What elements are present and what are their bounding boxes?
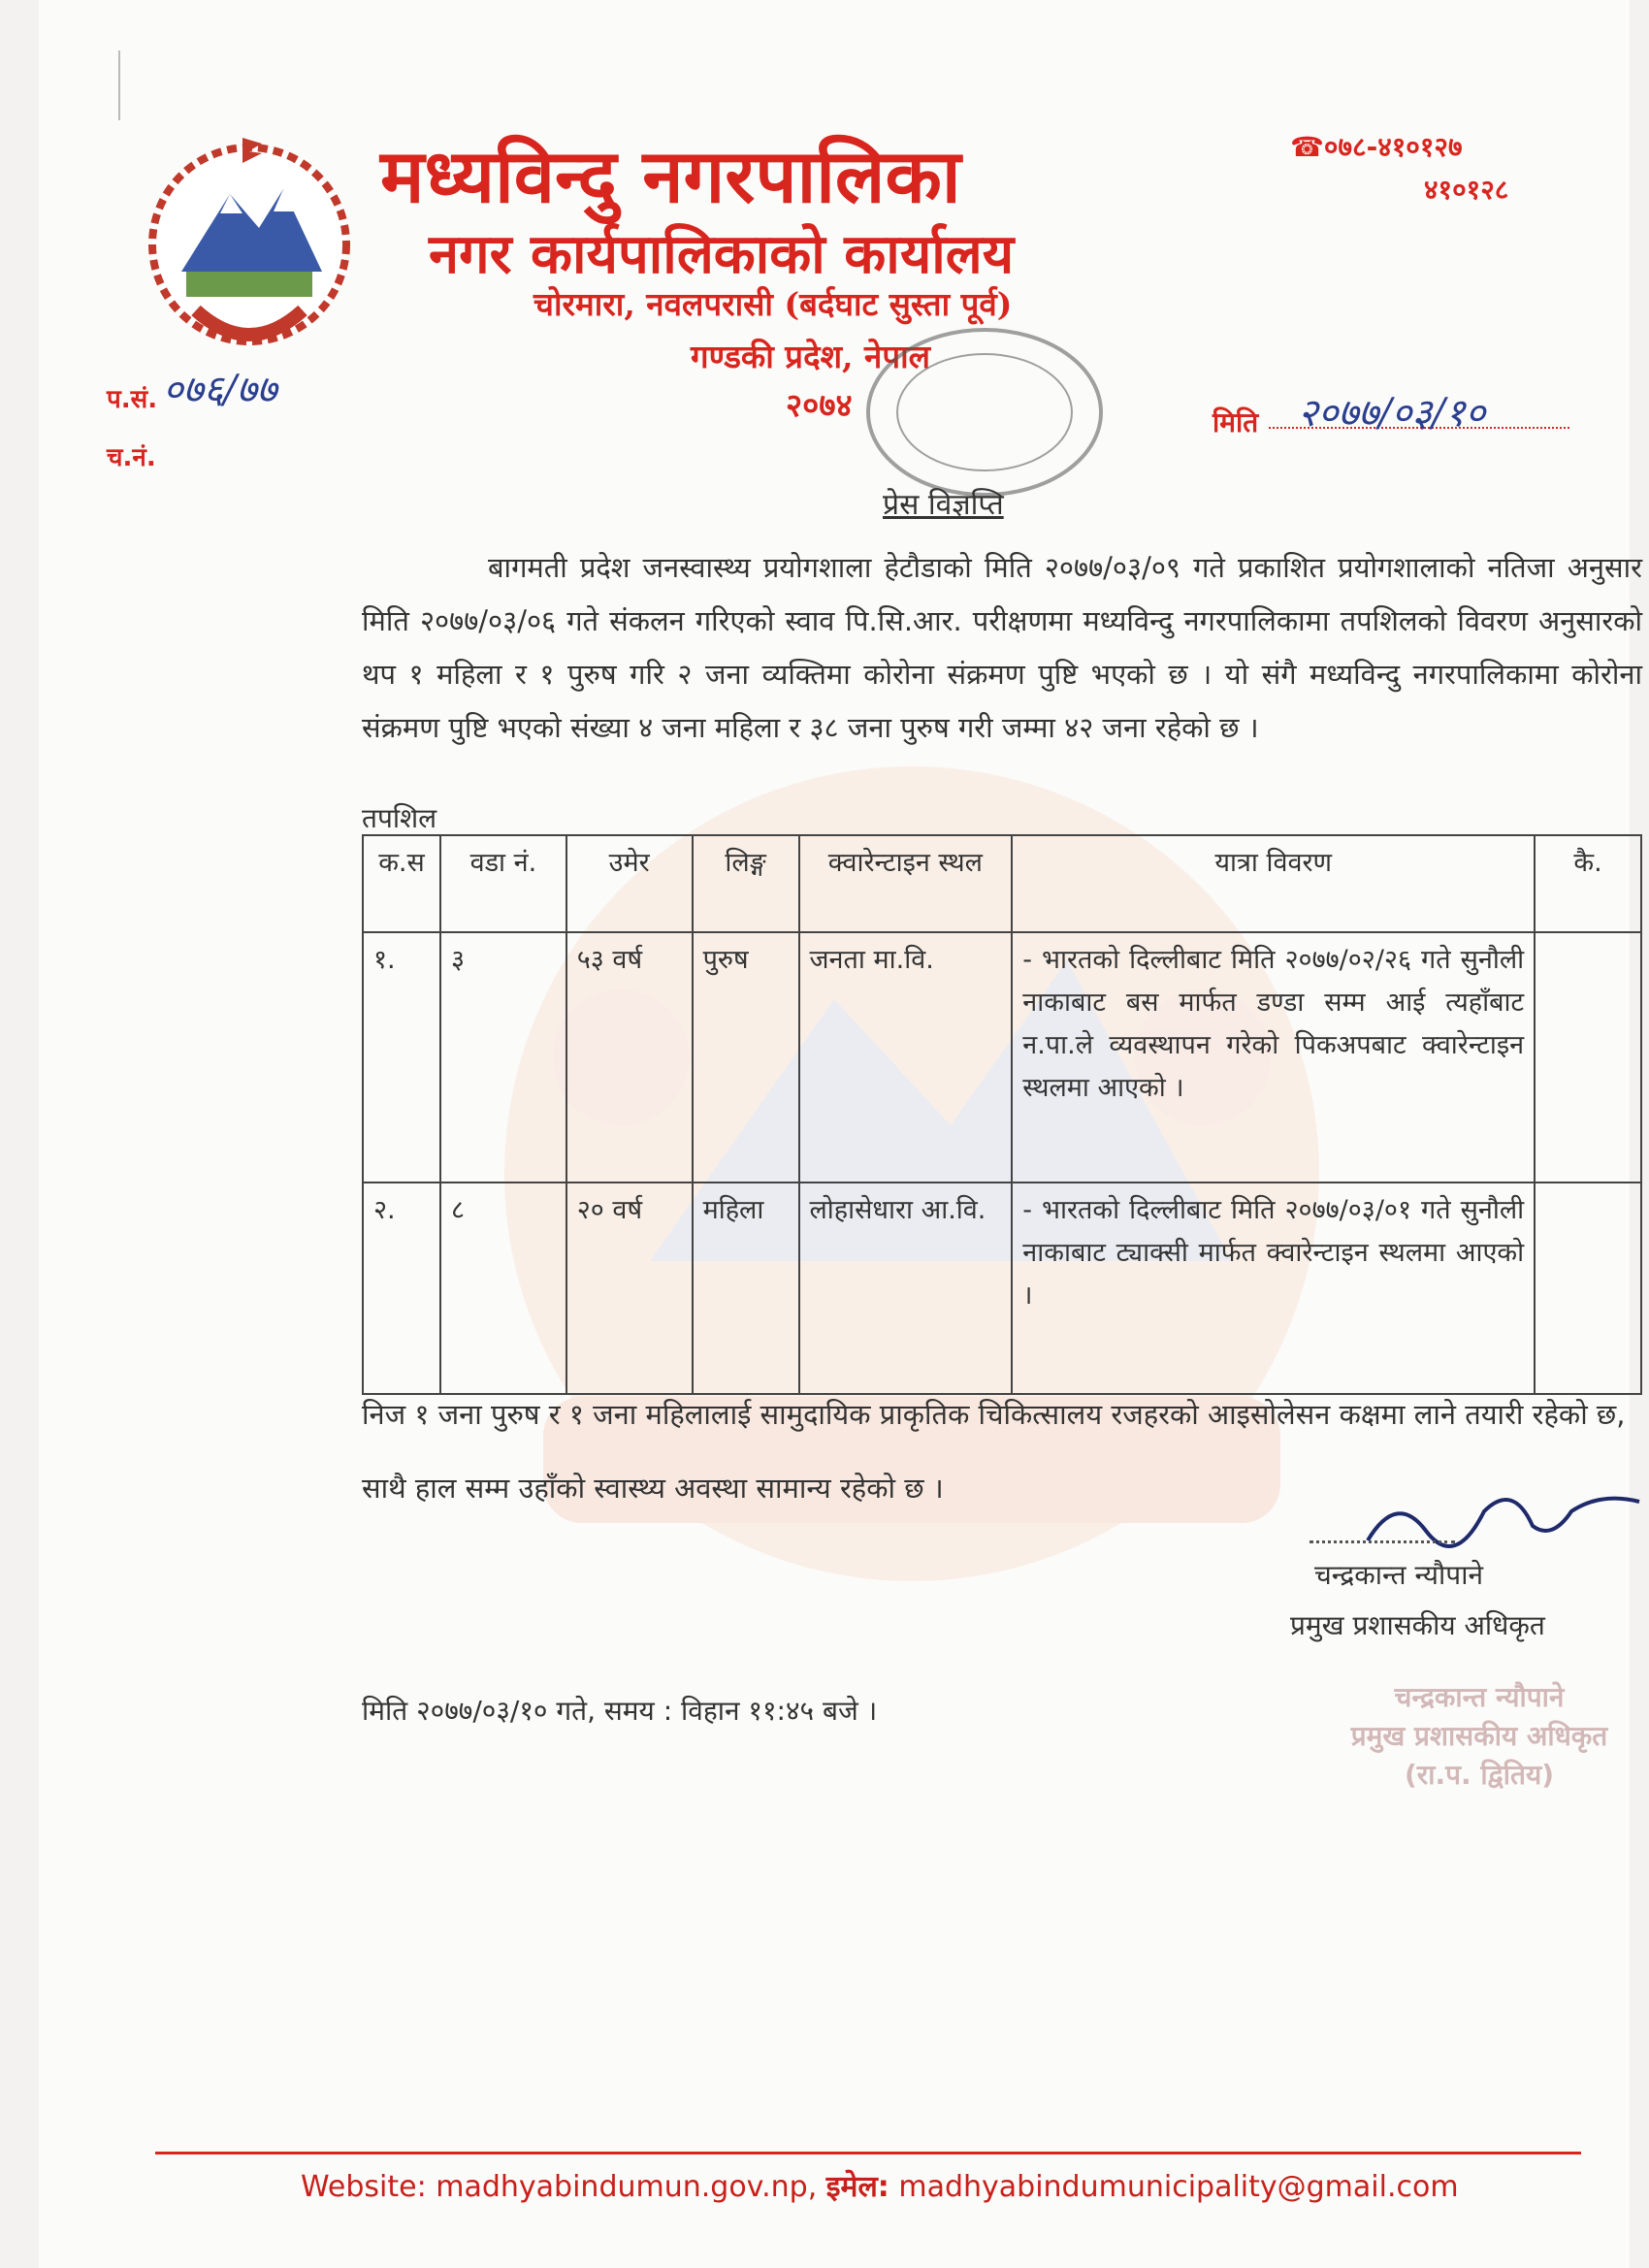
website-link[interactable]: madhyabindumun.gov.np, [436,2170,818,2204]
table-row [363,1183,1641,1394]
column-header-age: उमेर [566,835,693,932]
cell-travel: - भारतको दिल्लीबाट मिति २०७७/०२/२६ गते सुनौली नाकाबाट बस मार्फत डण्डा सम्म आई त्यहाँबाट न.पा.ले व्यवस्थापन गरेको पिकअपबाट क्वारेन्टाइन स्थलमा आएको । [1012,932,1535,1183]
column-header-sn: क.स [363,835,440,932]
dispatch-number-label: च.नं. [107,443,156,472]
email-link[interactable]: madhyabindumunicipality@gmail.com [898,2170,1459,2204]
municipality-name: मध्यविन्दु नगरपालिका [380,133,961,219]
office-name: नगर कार्यपालिकाको कार्यालय [429,222,1015,286]
cell-gender: पुरुष [693,932,799,1183]
press-release-body: बागमती प्रदेश जनस्वास्थ्य प्रयोगशाला हेटौडाको मिति २०७७/०३/०९ गते प्रकाशित प्रयोगशालाको नतिजा अनुसार मिति २०७७/०३/०६ गते संकलन गरिएको स्वाव पि.सि.आर. परीक्षणमा मध्यविन्दु नगरपालिकामा तपशिलको विवरण अनुसारको थप १ महिला र १ पुरुष गरि २ जना व्यक्तिमा कोरोना संक्रमण पुष्टि भएको छ । यो संगै मध्यविन्दु नगरपालिकामा कोरोना संक्रमण पुष्टि भएको संख्या ४ जना महिला र ३८ जना पुरुष गरी जम्मा ४२ जना रहेको छ । [362,551,1642,744]
letter-number-label: प.सं. [107,385,158,414]
office-round-stamp [854,320,1116,504]
column-header-remarks: कै. [1535,835,1641,932]
cell-remarks [1535,1183,1641,1394]
phone-number-2: ४१०१२८ [1424,174,1509,206]
press-release-title: प्रेस विज्ञप्ति [883,488,1004,522]
signature-dotted-line [1310,1540,1455,1543]
letter-page [39,0,1642,2268]
footer-rule [155,2152,1581,2155]
seal-line-1: चन्द्रकान्त न्यौपाने [1394,1681,1565,1713]
cell-gender: महिला [693,1183,799,1394]
column-header-gender: लिङ्ग [693,835,799,932]
details-heading: तपशिल [362,802,437,834]
closing-paragraph: निज १ जना पुरुष र १ जना महिलालाई सामुदायिक प्राकृतिक चिकित्सालय रजहरको आइसोलेसन कक्षमा लाने तयारी रहेको छ, साथै हाल सम्म उहाँको स्वास्थ्य अवस्था सामान्य रहेको छ । [362,1398,1626,1505]
column-header-ward: वडा नं. [440,835,566,932]
cell-quarantine: लोहासेधारा आ.वि. [799,1183,1013,1394]
letter-number-value: ०७६/७७ [163,368,277,412]
office-address: चोरमारा, नवलपरासी (बर्दघाट सुस्ता पूर्व) [534,285,1013,323]
established-year: २०७४ [786,386,853,424]
date-label: मिति [1212,406,1259,438]
cell-quarantine: जनता मा.वि. [799,932,1013,1183]
cell-age: ५३ वर्ष [566,932,693,1183]
cases-table [362,834,1642,1395]
cell-ward: ३ [440,932,566,1183]
office-province: गण्डकी प्रदेश, नेपाल [691,338,930,375]
phone-icon: ☎ [1290,131,1324,163]
website-label: Website: [301,2170,427,2204]
nepal-emblem-logo [128,136,371,359]
cell-ward: ८ [440,1183,566,1394]
email-label: इमेल: [825,2170,889,2204]
phone-block [1290,128,1463,165]
table-header-row [363,835,1641,932]
date-value: २०७७/०३/१० [1298,391,1486,436]
seal-line-2: प्रमुख प्रशासकीय अधिकृत [1350,1720,1608,1752]
issue-datetime: मिति २०७७/०३/१० गते, समय : विहान ११:४५ बजे । [362,1695,878,1727]
cell-sn: १. [363,932,440,1183]
cell-remarks [1535,932,1641,1183]
table-row [363,932,1641,1183]
column-header-travel: यात्रा विवरण [1012,835,1535,932]
cell-travel: - भारतको दिल्लीबाट मिति २०७७/०३/०१ गते सुनौली नाकाबाट ट्याक्सी मार्फत क्वारेन्टाइन स्थलमा आएको । [1012,1183,1535,1394]
seal-line-3: (रा.प. द्वितिय) [1404,1759,1555,1791]
margin-mark [118,50,120,120]
footer-contact [301,2165,1459,2205]
signatory-name: चन्द्रकान्त न्यौपाने [1314,1559,1483,1591]
signatory-designation: प्रमुख प्रशासकीय अधिकृत [1290,1609,1545,1641]
official-seal [1319,1678,1639,1795]
cell-age: २० वर्ष [566,1183,693,1394]
column-header-quarantine: क्वारेन्टाइन स्थल [799,835,1013,932]
phone-number-1: ०७८-४१०१२७ [1323,131,1463,163]
cell-sn: २. [363,1183,440,1394]
handwritten-signature [1358,1473,1649,1560]
